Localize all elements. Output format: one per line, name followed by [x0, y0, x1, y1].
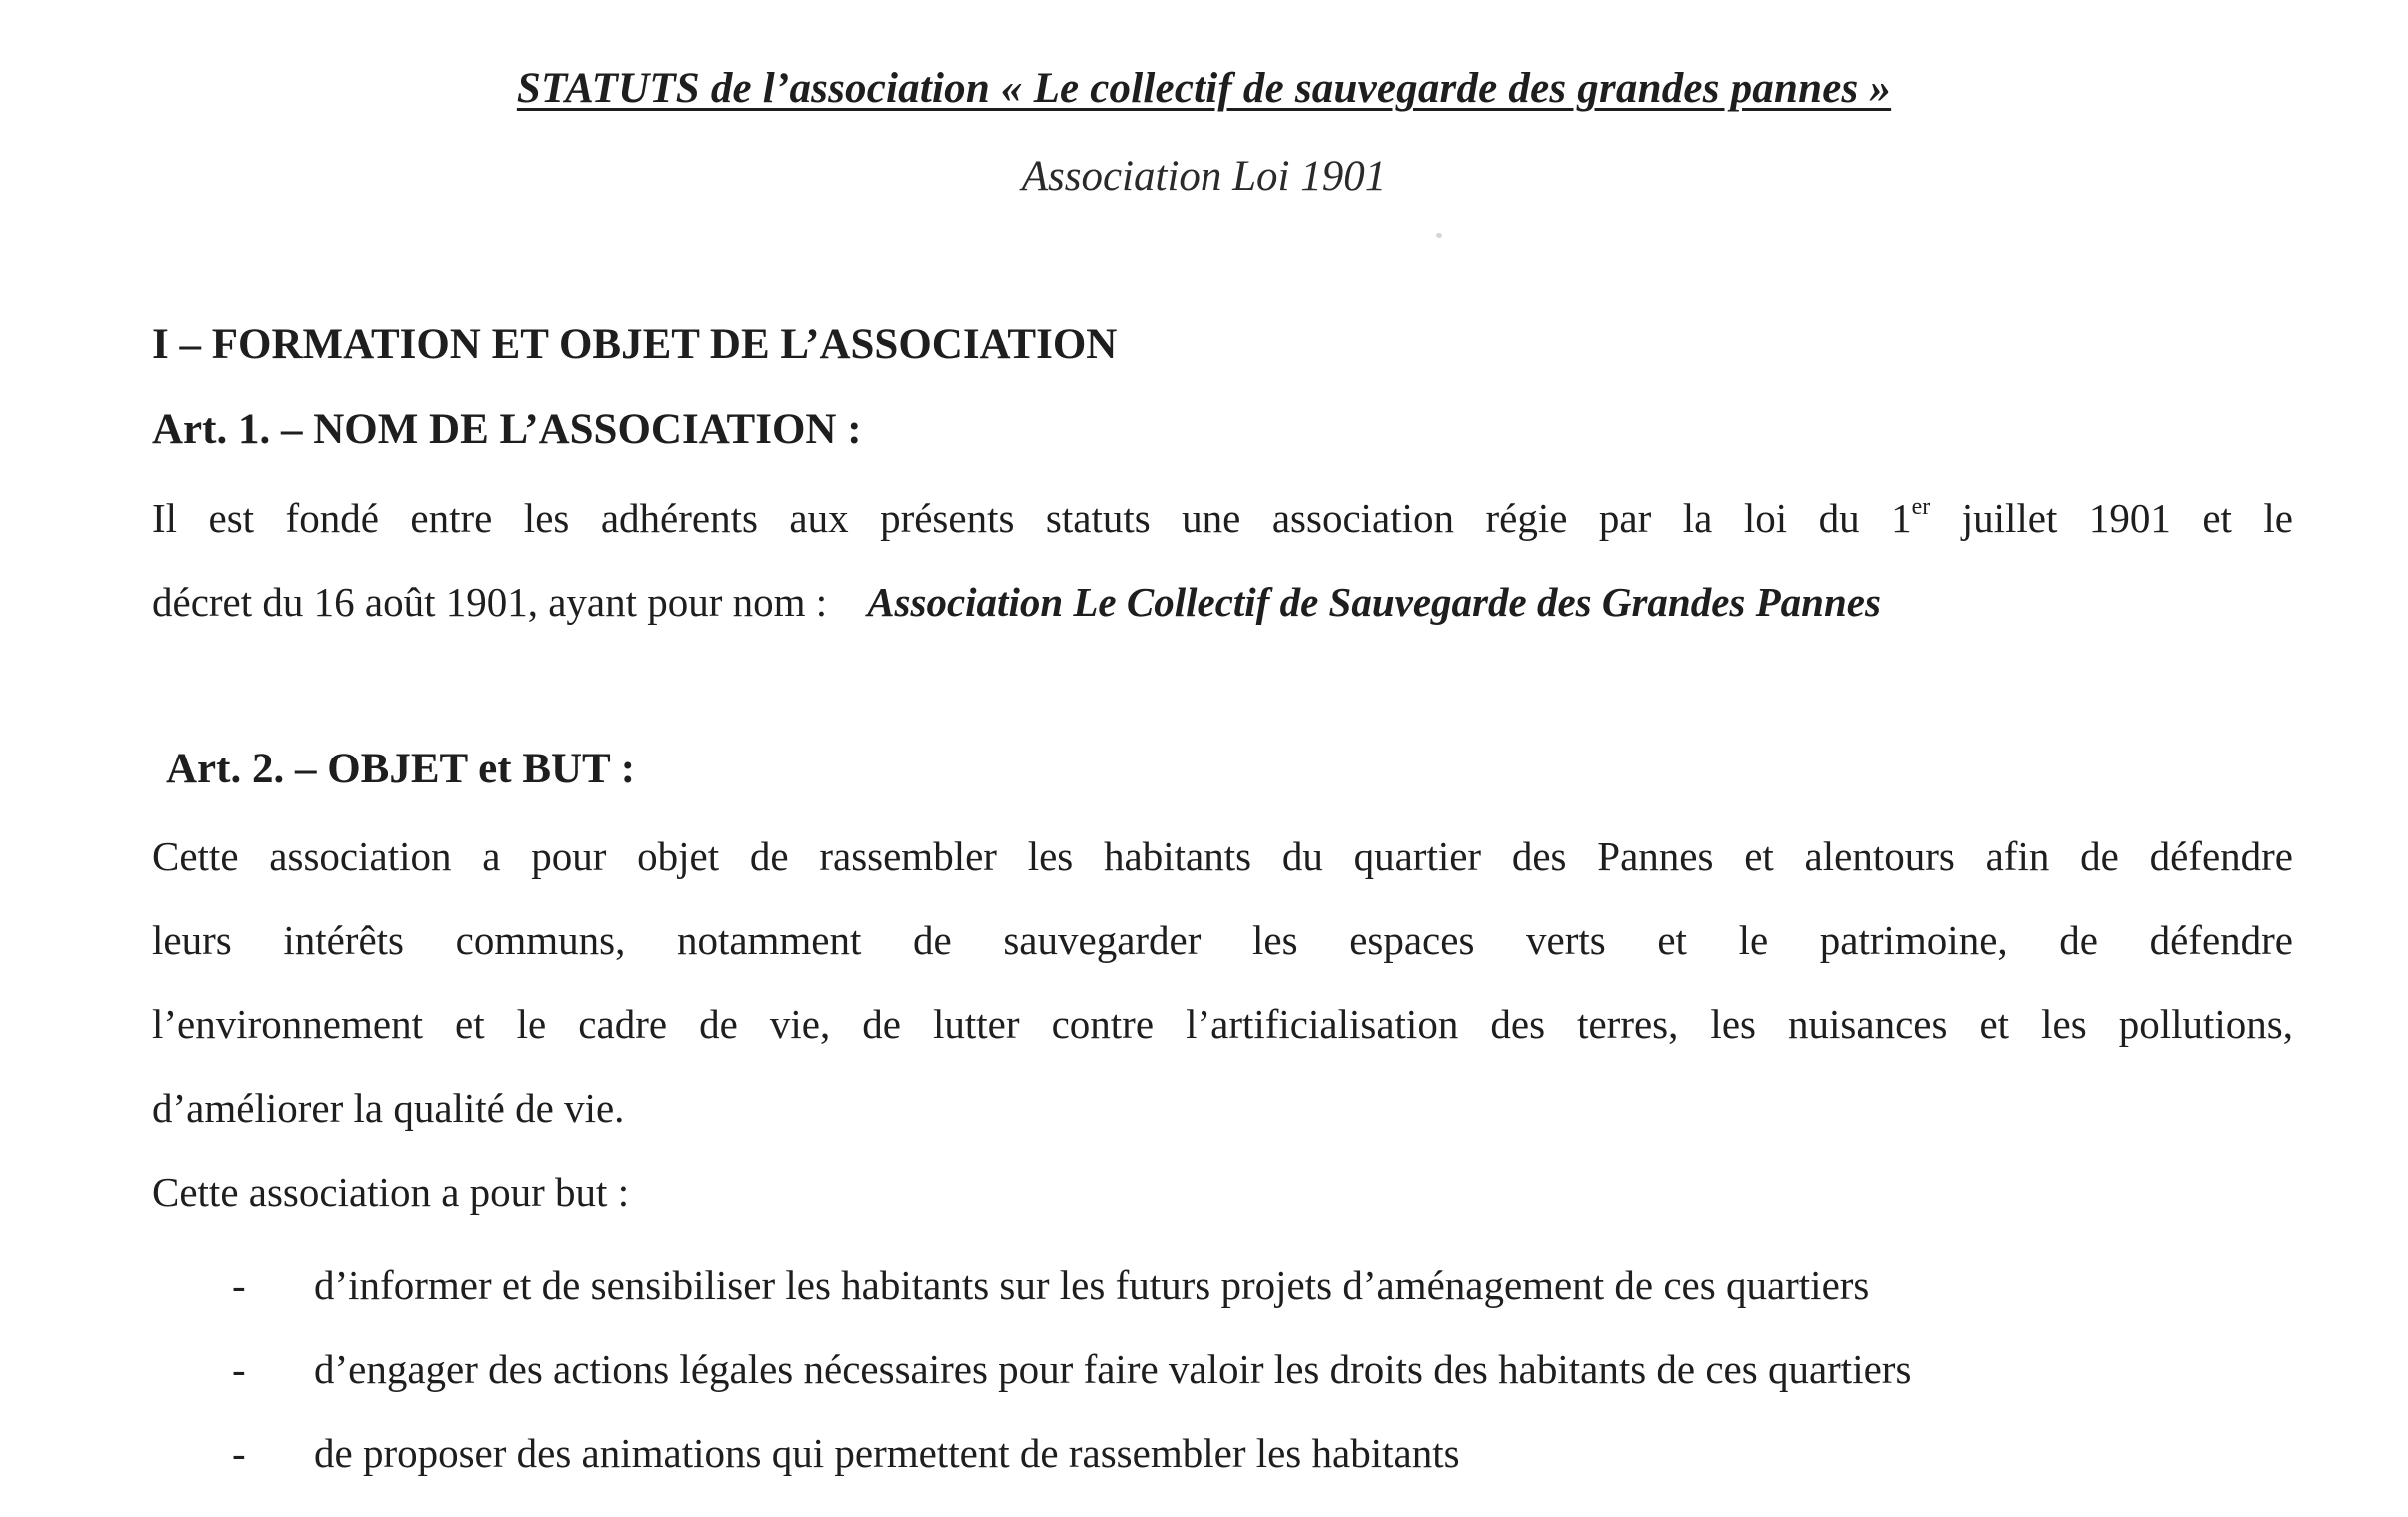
article-1-paragraph: [152, 476, 2293, 644]
objet-line: d’améliorer la qualité de vie.: [152, 1085, 625, 1131]
list-item: - d’informer et de sensibiliser les habitants sur les futurs projets d’aménagement de ces quartiers: [232, 1243, 1911, 1327]
document-title: STATUTS de l’association « Le collectif de sauvegarde des grandes pannes »: [516, 65, 1892, 112]
superscript-er: er: [1911, 494, 1931, 520]
document-subtitle: Association Loi 1901: [1021, 153, 1387, 200]
objet-line: Cette association a pour objet de rassembler les habitants du quartier des Pannes et alentours afin de défendre: [152, 833, 2293, 879]
list-dash: -: [232, 1430, 246, 1476]
article-1-line-2: décret du 16 août 1901, ayant pour nom : Association Le Collectif de Sauvegarde des Grandes Pannes: [152, 579, 1881, 625]
list-dash: -: [232, 1262, 246, 1308]
list-dash: -: [232, 1346, 246, 1392]
but-intro: Cette association a pour but :: [152, 1169, 630, 1215]
but-list: [232, 1243, 1911, 1495]
article-1-line-1: Il est fondé entre les adhérents aux présents statuts une association régie par la loi du 1er juillet 1901 et le: [152, 494, 2293, 541]
list-item: - de proposer des animations qui permettent de rassembler les habitants: [232, 1411, 1911, 1495]
article-2-heading: Art. 2. – OBJET et BUT :: [166, 746, 636, 792]
list-item: - d’engager des actions légales nécessaires pour faire valoir les droits des habitants de ces quartiers: [232, 1327, 1911, 1411]
article-2-objet-paragraph: [152, 814, 2293, 1234]
objet-line: l’environnement et le cadre de vie, de lutter contre l’artificialisation des terres, les nuisances et les pollutions,: [152, 1001, 2293, 1047]
scan-speck: [1436, 233, 1442, 238]
association-name: Association Le Collectif de Sauvegarde des Grandes Pannes: [867, 579, 1881, 625]
article-1-heading: Art. 1. – NOM DE L’ASSOCIATION :: [152, 406, 862, 453]
objet-line: leurs intérêts communs, notamment de sauvegarder les espaces verts et le patrimoine, de défendre: [152, 917, 2293, 963]
section-heading: I – FORMATION ET OBJET DE L’ASSOCIATION: [152, 321, 1118, 368]
